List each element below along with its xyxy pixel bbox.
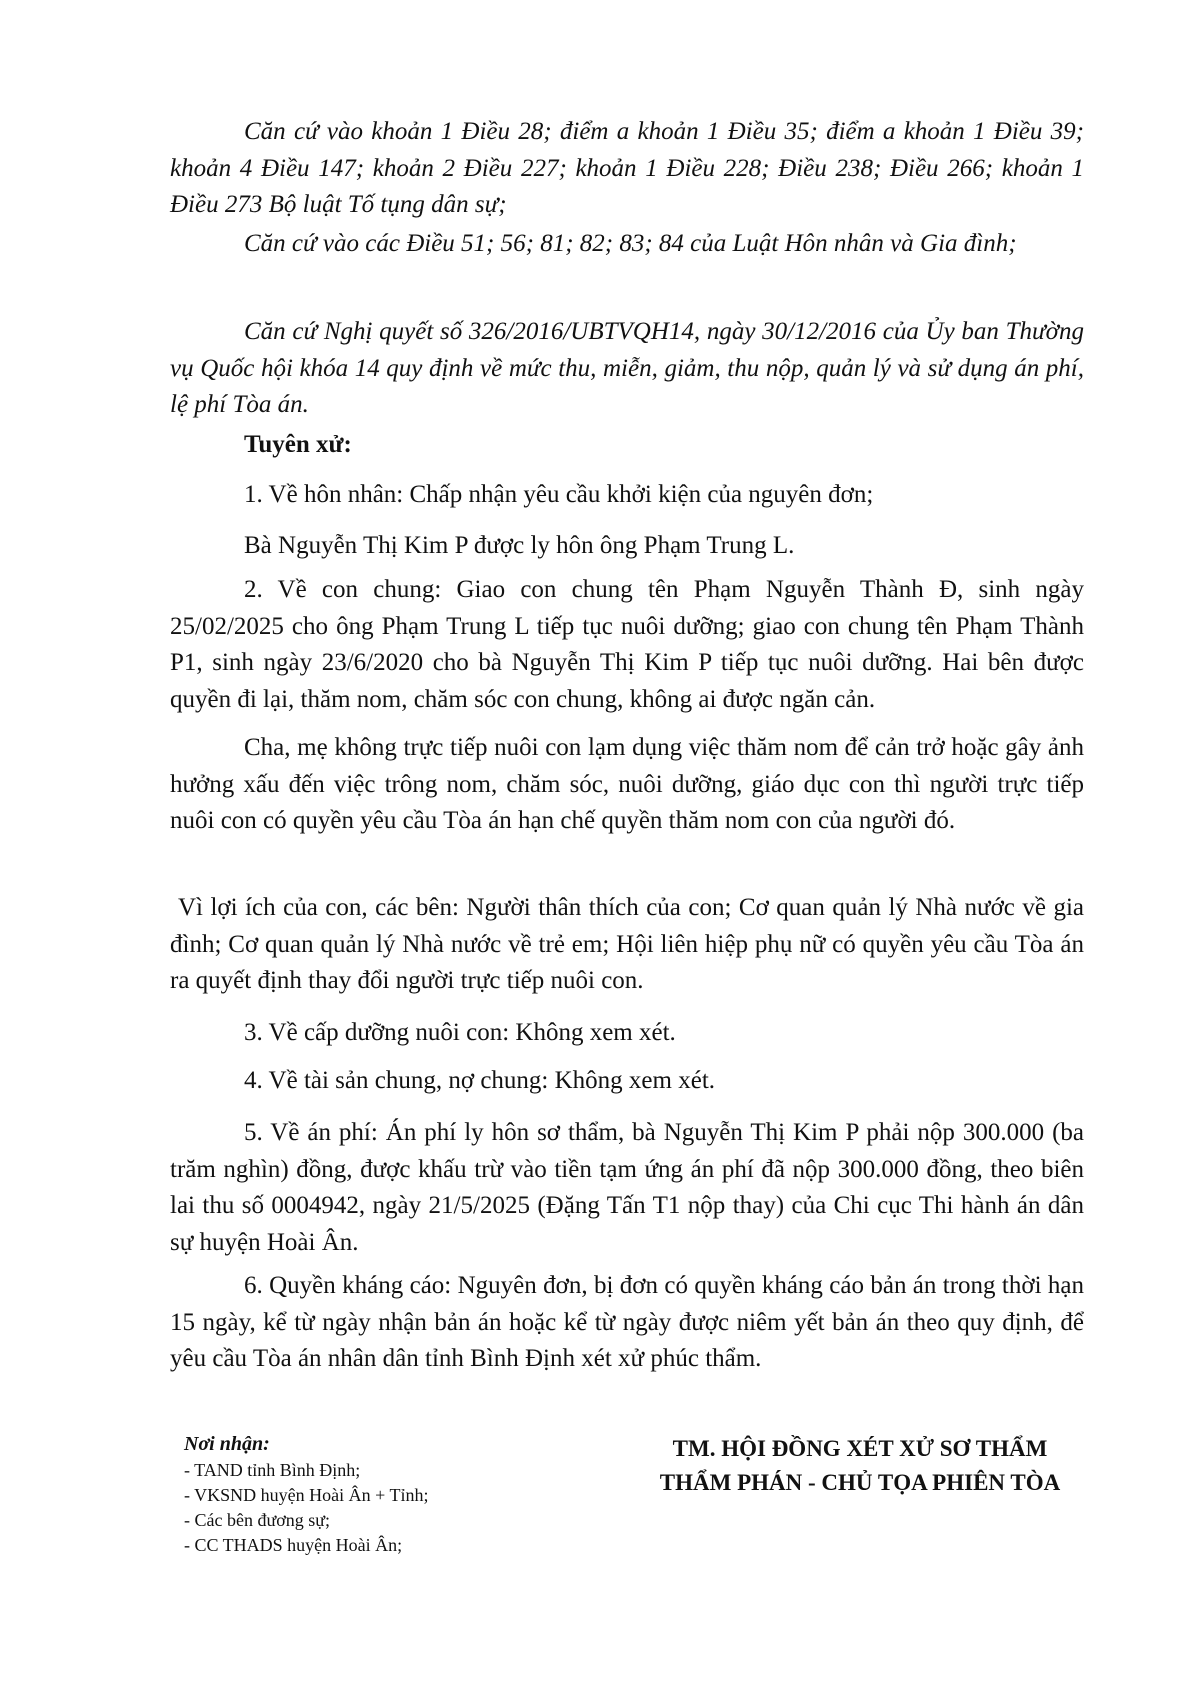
verdict-item-court-fee: 5. Về án phí: Án phí ly hôn sơ thẩm, bà Nguyễn Thị Kim P phải nộp 300.000 (ba trăm nghìn) đồng, được khấu trừ vào tiền tạm ứng án phí đã nộp 300.000 đồng, theo biên lai thu số 0004942, ngày 21/5/2025 (Đặng Tấn T1 nộp thay) của Chi cục Thi hành án dân sự huyện Hoài Ân. [170,1119,1084,1256]
verdict-item-children: 2. Về con chung: Giao con chung tên Phạm Nguyễn Thành Đ, sinh ngày 25/02/2025 cho ông Phạm Trung L tiếp tục nuôi dưỡng; giao con chung tên Phạm Thành P1, sinh ngày 23/6/2020 cho bà Nguyễn Thị Kim P tiếp tục nuôi dưỡng. Hai bên được quyền đi lại, thăm nom, chăm sóc con chung, không ai được ngăn cản. [170,576,1084,713]
verdict-item-appeal-right: 6. Quyền kháng cáo: Nguyên đơn, bị đơn có quyền kháng cáo bản án trong thời hạn 15 ngày, kể từ ngày nhận bản án hoặc kể từ ngày được niêm yết bản án theo quy định, để yêu cầu Tòa án nhân dân tỉnh Bình Định xét xử phúc thẩm. [170,1272,1084,1372]
verdict-item-child-support: 3. Về cấp dưỡng nuôi con: Không xem xét. [244,1019,676,1046]
recipient-item: - Các bên đương sự; [184,1510,331,1530]
recipient-item: - VKSND huyện Hoài Ân + Tỉnh; [184,1485,429,1505]
legal-basis-civil-procedure: Căn cứ vào khoản 1 Điều 28; điểm a khoản 1 Điều 35; điểm a khoản 1 Điều 39; khoản 4 Điều 147; khoản 2 Điều 227; khoản 1 Điều 228; Điều 238; Điều 266; khoản 1 Điều 273 Bộ luật Tố tụng dân sự; [170,118,1084,218]
verdict-item-property: 4. Về tài sản chung, nợ chung: Không xem xét. [244,1067,716,1094]
recipient-item: - TAND tỉnh Bình Định; [184,1460,361,1480]
signature-title-line1: TM. HỘI ĐỒNG XÉT XỬ SƠ THẨM [672,1436,1048,1461]
recipients-block [184,1430,544,1558]
recipient-item: - CC THADS huyện Hoài Ân; [184,1535,403,1555]
verdict-item-child-interest: Vì lợi ích của con, các bên: Người thân thích của con; Cơ quan quản lý Nhà nước về gia đình; Cơ quan quản lý Nhà nước về trẻ em; Hội liên hiệp phụ nữ có quyền yêu cầu Tòa án ra quyết định thay đổi người trực tiếp nuôi con. [170,894,1084,994]
legal-basis-marriage-law: Căn cứ vào các Điều 51; 56; 81; 82; 83; 84 của Luật Hôn nhân và Gia đình; [244,230,1017,257]
signature-block [620,1432,1100,1500]
recipients-title: Nơi nhận: [184,1433,270,1455]
signature-title-line2: THẨM PHÁN - CHỦ TỌA PHIÊN TÒA [659,1470,1061,1495]
verdict-item-visitation: Cha, mẹ không trực tiếp nuôi con lạm dụng việc thăm nom để cản trở hoặc gây ảnh hưởng xấu đến việc trông nom, chăm sóc, nuôi dưỡng, giáo dục con thì người trực tiếp nuôi con có quyền yêu cầu Tòa án hạn chế quyền thăm nom con của người đó. [170,734,1084,834]
legal-basis-resolution: Căn cứ Nghị quyết số 326/2016/UBTVQH14, ngày 30/12/2016 của Ủy ban Thường vụ Quốc hội khóa 14 quy định về mức thu, miễn, giảm, thu nộp, quản lý và sử dụng án phí, lệ phí Tòa án. [170,318,1084,418]
verdict-item-divorce-granted: Bà Nguyễn Thị Kim P được ly hôn ông Phạm Trung L. [244,532,795,559]
verdict-item-marriage: 1. Về hôn nhân: Chấp nhận yêu cầu khởi kiện của nguyên đơn; [244,481,874,508]
verdict-heading: Tuyên xử: [244,431,352,458]
